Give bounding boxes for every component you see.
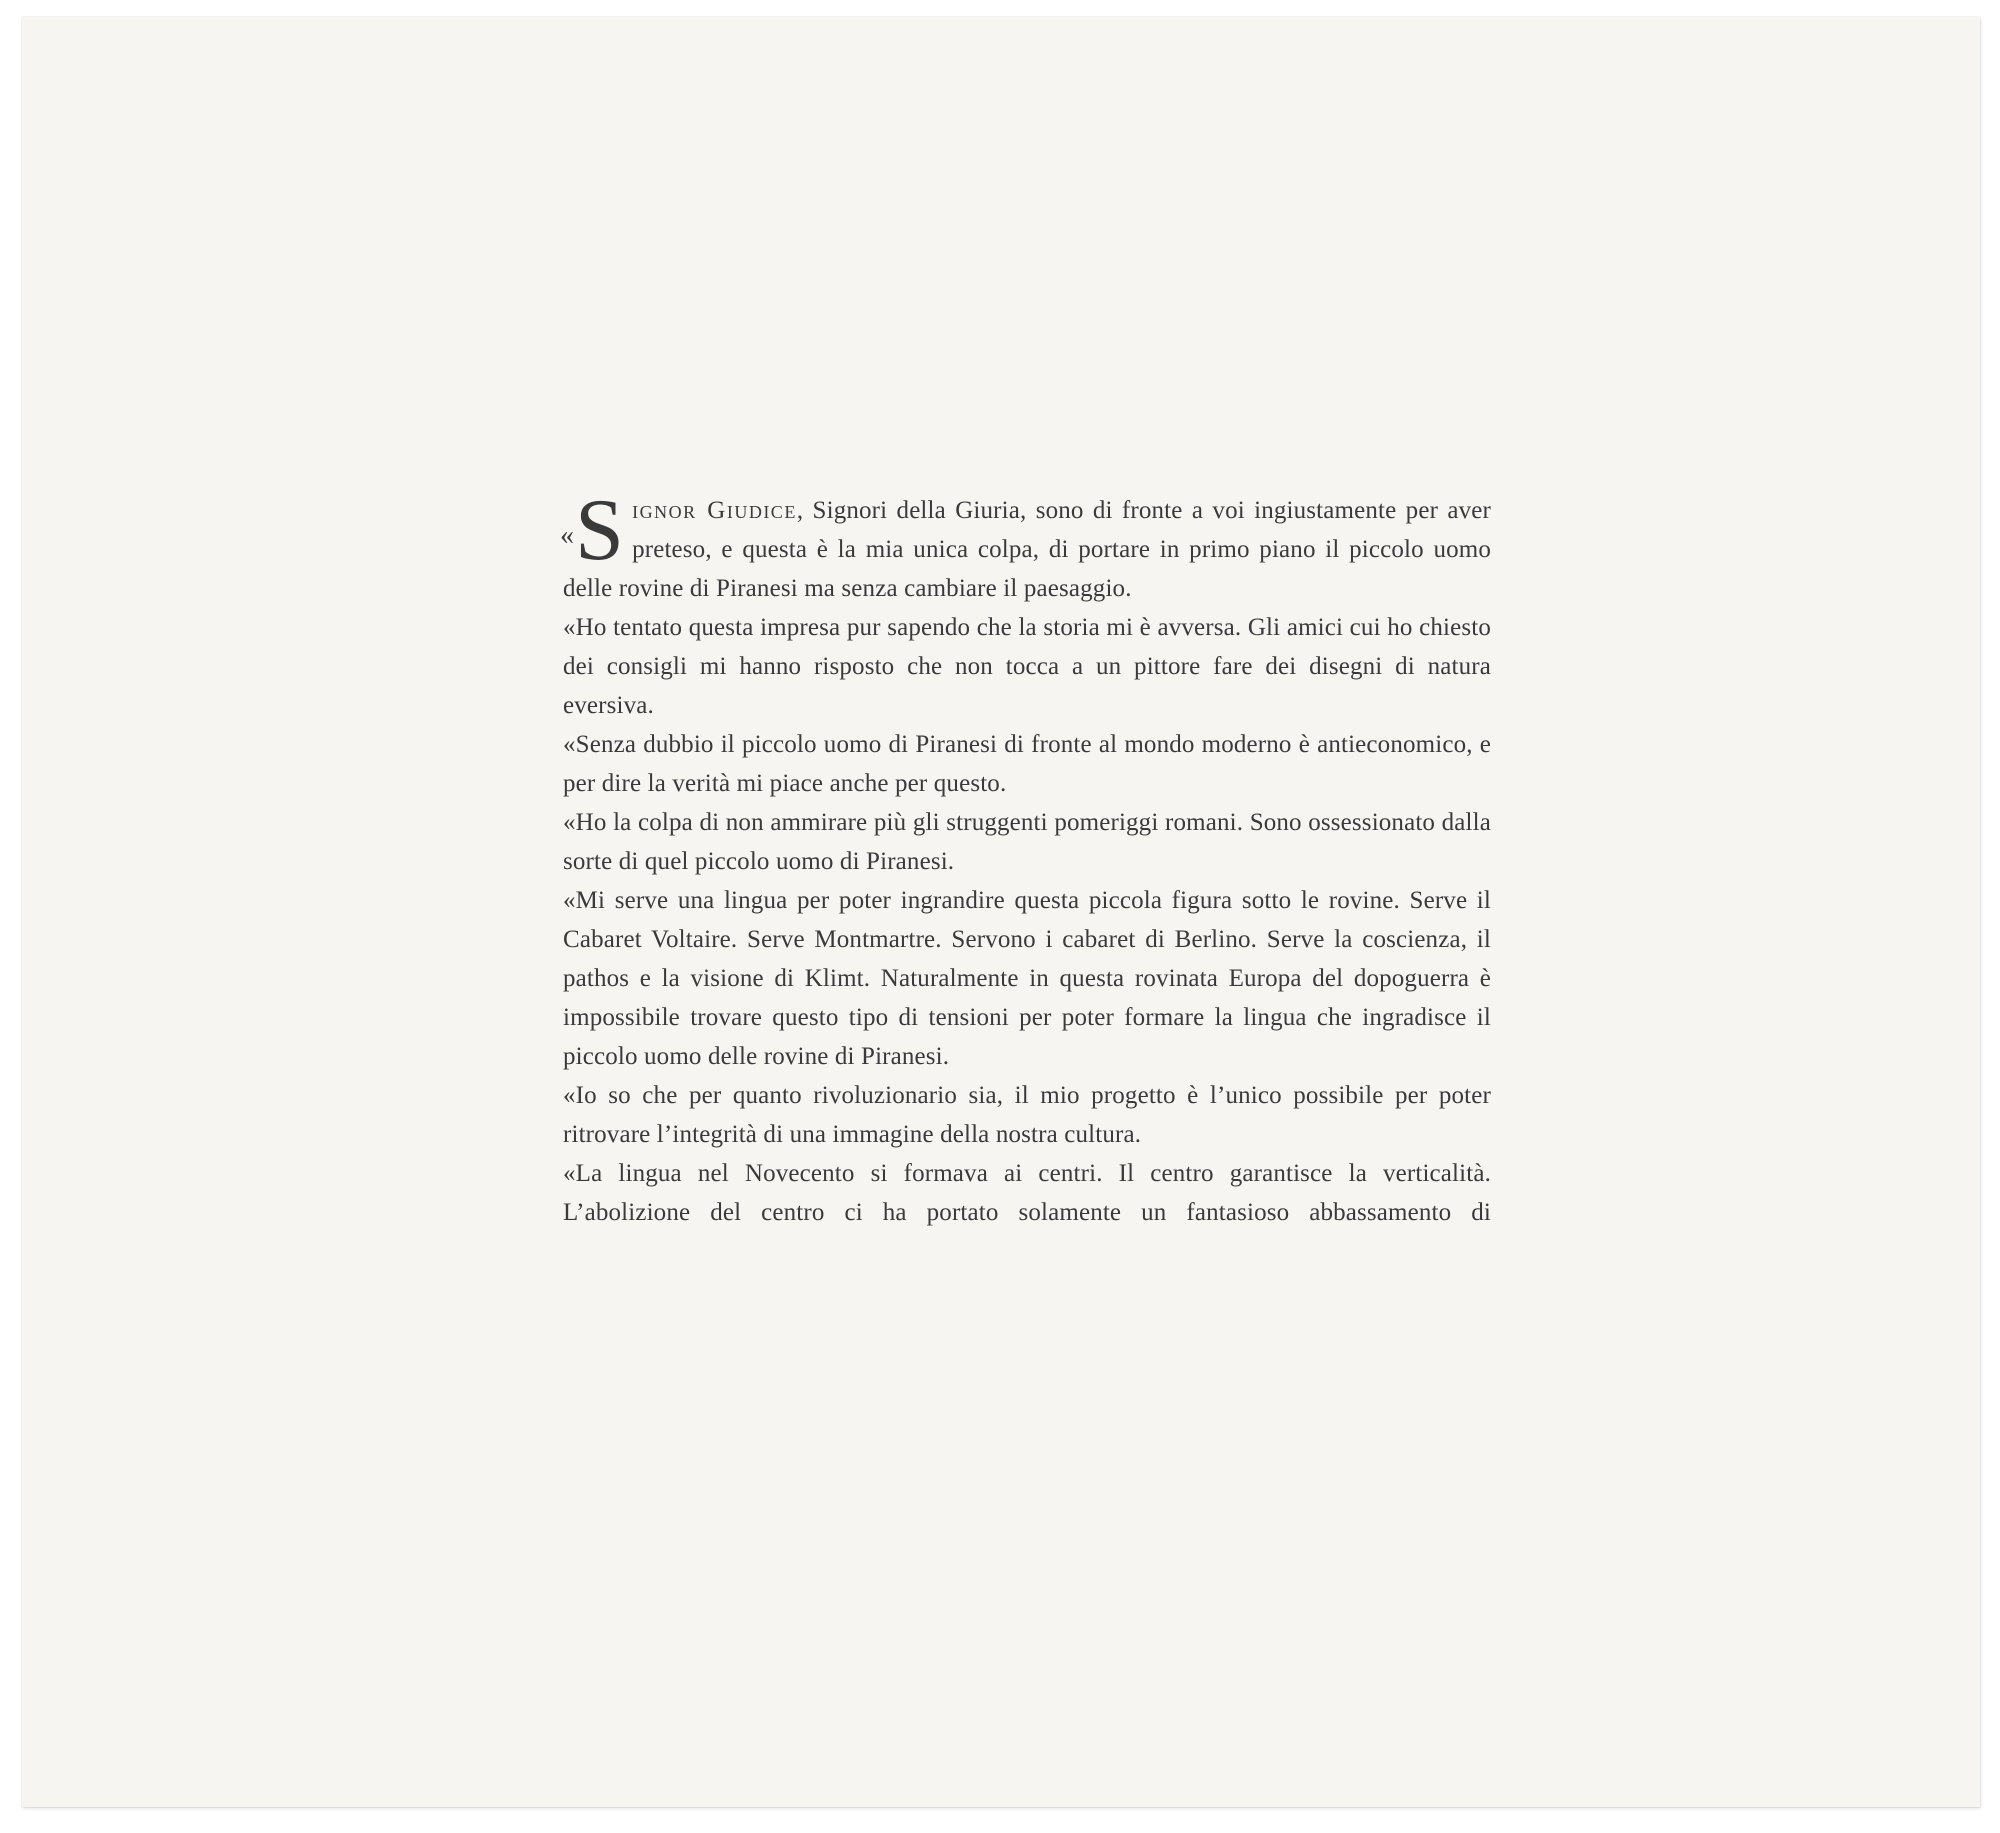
paragraph-4: «Ho la colpa di non ammirare più gli struggenti pomeriggi romani. Sono ossessionato dalla sorte di quel piccolo uomo di Piranesi. (563, 809, 1491, 875)
letter-text (560, 482, 1491, 1232)
paragraph-2: «Ho tentato questa impresa pur sapendo che la storia mi è avversa. Gli amici cui ho chiesto dei consigli mi hanno risposto che non tocca a un pittore fare dei disegni di natura eversiva. (563, 614, 1491, 719)
paragraph-5: «Mi serve una lingua per poter ingrandire questa piccola figura sotto le rovine. Serve il Cabaret Voltaire. Serve Montmartre. Servono i cabaret di Berlino. Serve la coscienza, il pathos e la visione di Klimt. Naturalmente in questa rovinata Europa del dopoguerra è impossibile trovare questo tipo di tensioni per poter formare la lingua che ingradisce il piccolo uomo delle rovine di Piranesi. (563, 887, 1491, 1070)
opening-quote-mark: « (560, 520, 575, 551)
paragraph-1 (563, 482, 1491, 608)
drop-cap: S (575, 482, 625, 579)
paragraph-6: «Io so che per quanto rivoluzionario sia, il mio progetto è l’unico possibile per poter ritrovare l’integrità di una immagine della nostra cultura. (563, 1082, 1491, 1148)
paragraph-7: «La lingua nel Novecento si formava ai centri. Il centro garantisce la verticalità. L’abolizione del centro ci ha portato solamente un fantasioso abbassamento di (563, 1160, 1491, 1226)
paragraph-1-text: , Signori della Giuria, sono di fronte a voi ingiustamente per aver preteso, e questa è la mia unica colpa, di portare in primo piano il piccolo uomo delle rovine di Piranesi ma senza cambiare il paesaggio. (563, 497, 1491, 602)
paper-sheet (22, 17, 1980, 1807)
paragraph-3: «Senza dubbio il piccolo uomo di Piranesi di fronte al mondo moderno è antieconomico, e per dire la verità mi piace anche per questo. (563, 731, 1491, 797)
salutation: ignor Giudice (632, 497, 797, 524)
